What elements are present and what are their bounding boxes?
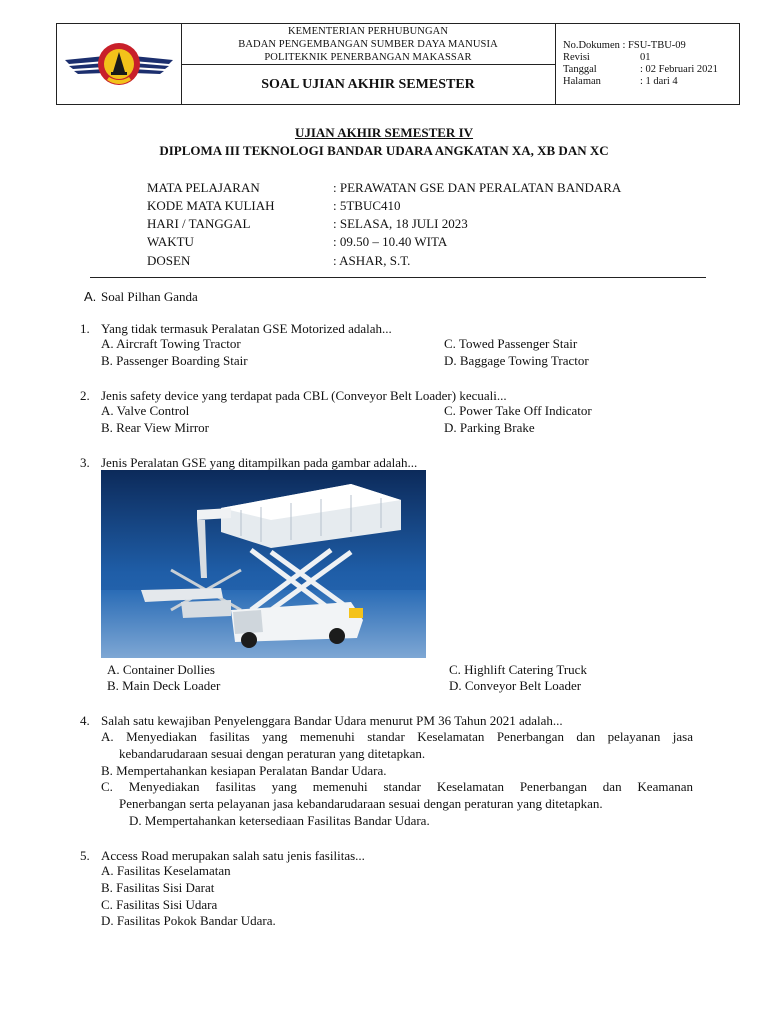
org-line-agency: BADAN PENGEMBANGAN SUMBER DAYA MANUSIA: [238, 39, 498, 50]
question-number: 3.: [80, 455, 90, 470]
option-a: A. Menyediakan fasilitas yang memenuhi standar Keselamatan Penerbangan dan pelayanan jasa: [101, 729, 693, 744]
institution-logo: [63, 34, 175, 94]
option-b: B. Main Deck Loader: [107, 678, 221, 693]
header-divider: [555, 24, 556, 104]
header-divider: [181, 64, 555, 65]
info-subject: MATA PELAJARAN : PERAWATAN GSE DAN PERALATAN BANDARA: [147, 180, 622, 195]
option-c: C. Towed Passenger Stair: [444, 336, 578, 351]
option-a: A. Container Dollies: [107, 662, 215, 677]
info-course-code: KODE MATA KULIAH : 5TBUC410: [147, 198, 401, 213]
option-c: C. Power Take Off Indicator: [444, 403, 592, 418]
org-line-institution: POLITEKNIK PENERBANGAN MAKASSAR: [264, 52, 472, 63]
section-letter: A.: [84, 289, 97, 304]
document-title: SOAL UJIAN AKHIR SEMESTER: [261, 77, 475, 92]
exam-title: UJIAN AKHIR SEMESTER IV: [294, 125, 474, 140]
option-a-continued: kebandarudaraan sesuai dengan peraturan yang ditetapkan.: [119, 746, 426, 761]
option-a: A. Fasilitas Keselamatan: [101, 863, 231, 878]
option-b: B. Fasilitas Sisi Darat: [101, 880, 215, 895]
meta-doc-number: No.Dokumen : FSU-TBU-09: [563, 40, 686, 51]
option-a: A. Aircraft Towing Tractor: [101, 336, 241, 351]
section-title: Soal Pilhan Ganda: [101, 289, 198, 304]
option-d: D. Conveyor Belt Loader: [449, 678, 582, 693]
option-a: A. Valve Control: [101, 403, 190, 418]
option-b: B. Rear View Mirror: [101, 420, 210, 435]
question-number: 1.: [80, 321, 90, 336]
option-c-continued: Penerbangan serta pelayanan jasa kebandarudaraan sesuai dengan peraturan yang ditetapkan.: [119, 796, 603, 811]
info-day-date: HARI / TANGGAL : SELASA, 18 JULI 2023: [147, 216, 468, 231]
option-d: D. Baggage Towing Tractor: [444, 353, 589, 368]
exam-subtitle: DIPLOMA III TEKNOLOGI BANDAR UDARA ANGKATAN XA, XB DAN XC: [159, 143, 609, 158]
divider-line: [90, 277, 706, 278]
org-line-ministry: KEMENTERIAN PERHUBUNGAN: [287, 26, 449, 37]
document-header: [56, 23, 740, 105]
question-number: 2.: [80, 388, 90, 403]
meta-revision: Revisi 01: [563, 52, 651, 63]
highlift-truck-photo: [101, 470, 426, 658]
question-text: Salah satu kewajiban Penyelenggara Bandar Udara menurut PM 36 Tahun 2021 adalah...: [101, 713, 563, 728]
question-text: Yang tidak termasuk Peralatan GSE Motorized adalah...: [101, 321, 392, 336]
option-c: C. Fasilitas Sisi Udara: [101, 897, 218, 912]
option-b: B. Mempertahankan kesiapan Peralatan Bandar Udara.: [101, 763, 387, 778]
option-d: D. Mempertahankan ketersediaan Fasilitas Bandar Udara.: [129, 813, 430, 828]
question-text: Access Road merupakan salah satu jenis fasilitas...: [101, 848, 365, 863]
question-number: 4.: [80, 713, 90, 728]
question-text: Jenis Peralatan GSE yang ditampilkan pada gambar adalah...: [101, 455, 418, 470]
question-text: Jenis safety device yang terdapat pada CBL (Conveyor Belt Loader) kecuali...: [101, 388, 507, 403]
meta-date: Tanggal : 02 Februari 2021: [563, 64, 718, 75]
option-d: D. Fasilitas Pokok Bandar Udara.: [101, 913, 276, 928]
option-c: C. Highlift Catering Truck: [449, 662, 587, 677]
info-time: WAKTU : 09.50 – 10.40 WITA: [147, 234, 448, 249]
option-d: D. Parking Brake: [444, 420, 535, 435]
option-b: B. Passenger Boarding Stair: [101, 353, 248, 368]
option-c: C. Menyediakan fasilitas yang memenuhi standar Keselamatan Penerbangan dan Keamanan: [101, 779, 693, 794]
info-lecturer: DOSEN : ASHAR, S.T.: [147, 253, 411, 268]
meta-page: Halaman : 1 dari 4: [563, 76, 678, 87]
question-number: 5.: [80, 848, 90, 863]
